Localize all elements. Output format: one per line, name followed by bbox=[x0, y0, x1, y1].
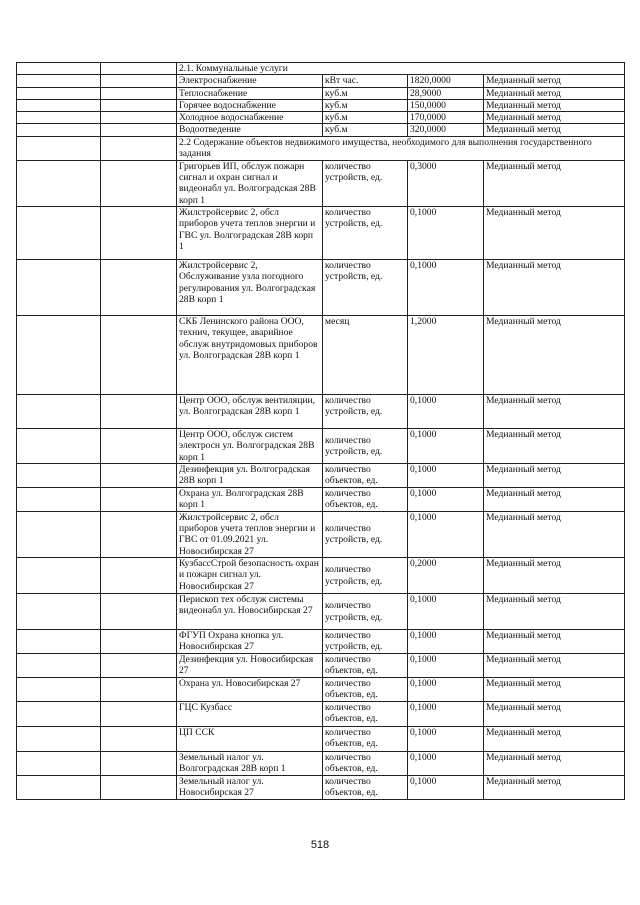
blank-cell bbox=[17, 727, 101, 752]
unit: количество устройств, ед. bbox=[323, 428, 408, 463]
utility-row bbox=[17, 75, 625, 87]
unit: месяц bbox=[323, 315, 408, 394]
method: Медианный метод bbox=[484, 511, 625, 557]
unit: количество устройств, ед. bbox=[323, 394, 408, 428]
method: Медианный метод bbox=[484, 206, 625, 259]
property-row bbox=[17, 463, 625, 487]
unit: количество объектов, ед. bbox=[323, 654, 408, 678]
value: 0,1000 bbox=[408, 702, 484, 727]
property-row bbox=[17, 594, 625, 630]
blank-cell bbox=[101, 87, 177, 99]
unit: куб.м bbox=[323, 112, 408, 124]
item-name: Электроснабжение bbox=[177, 75, 323, 87]
property-row bbox=[17, 752, 625, 776]
property-row bbox=[17, 206, 625, 259]
table-body bbox=[17, 63, 625, 800]
section-heading: 2.1. Коммунальные услуги bbox=[177, 63, 625, 75]
blank-cell bbox=[17, 315, 101, 394]
property-row bbox=[17, 394, 625, 428]
blank-cell bbox=[17, 99, 101, 111]
unit: кВт час. bbox=[323, 75, 408, 87]
section-heading: 2.2 Содержание объектов недвижимого имущества, необходимого для выполнения государственного задания bbox=[177, 136, 625, 160]
blank-cell bbox=[101, 654, 177, 678]
blank-cell bbox=[17, 136, 101, 160]
property-row bbox=[17, 487, 625, 511]
value: 0,1000 bbox=[408, 206, 484, 259]
item-name: Холодное водоснабжение bbox=[177, 112, 323, 124]
unit: количество объектов, ед. bbox=[323, 702, 408, 727]
page-number: 518 bbox=[310, 839, 330, 851]
value: 0,3000 bbox=[408, 160, 484, 206]
item-name: Земельный налог ул. Волгоградская 28В корп 1 bbox=[177, 752, 323, 776]
method: Медианный метод bbox=[484, 112, 625, 124]
section-row bbox=[17, 63, 625, 75]
value: 1,2000 bbox=[408, 315, 484, 394]
value: 0,1000 bbox=[408, 752, 484, 776]
blank-cell bbox=[17, 463, 101, 487]
value: 150,0000 bbox=[408, 99, 484, 111]
value: 0,1000 bbox=[408, 776, 484, 800]
item-name: Жилстройсервис 2, обсл приборов учета теплов энергии и ГВС от 01.09.2021 ул. Новосибирская 27 bbox=[177, 511, 323, 557]
property-row bbox=[17, 315, 625, 394]
value: 28,9000 bbox=[408, 87, 484, 99]
blank-cell bbox=[101, 727, 177, 752]
blank-cell bbox=[101, 702, 177, 727]
blank-cell bbox=[17, 702, 101, 727]
item-name: ЦП ССК bbox=[177, 727, 323, 752]
property-row bbox=[17, 727, 625, 752]
item-name: Горячее водоснабжение bbox=[177, 99, 323, 111]
blank-cell bbox=[17, 776, 101, 800]
utility-row bbox=[17, 124, 625, 136]
method: Медианный метод bbox=[484, 160, 625, 206]
blank-cell bbox=[101, 594, 177, 630]
item-name: Григорьев ИП, обслуж пожарн сигнал и охран сигнал и видеонабл ул. Волгоградская 28В корп 1 bbox=[177, 160, 323, 206]
unit: куб.м bbox=[323, 124, 408, 136]
blank-cell bbox=[101, 160, 177, 206]
blank-cell bbox=[101, 206, 177, 259]
method: Медианный метод bbox=[484, 487, 625, 511]
property-row bbox=[17, 259, 625, 315]
method: Медианный метод bbox=[484, 99, 625, 111]
blank-cell bbox=[101, 112, 177, 124]
item-name: Охрана ул. Новосибирская 27 bbox=[177, 678, 323, 702]
blank-cell bbox=[17, 206, 101, 259]
blank-cell bbox=[17, 63, 101, 75]
blank-cell bbox=[101, 678, 177, 702]
blank-cell bbox=[17, 394, 101, 428]
value: 0,1000 bbox=[408, 487, 484, 511]
value: 1820,0000 bbox=[408, 75, 484, 87]
unit: количество устройств, ед. bbox=[323, 511, 408, 557]
unit: количество объектов, ед. bbox=[323, 463, 408, 487]
blank-cell bbox=[101, 463, 177, 487]
unit: количество объектов, ед. bbox=[323, 727, 408, 752]
cost-table bbox=[16, 62, 625, 800]
method: Медианный метод bbox=[484, 463, 625, 487]
unit: количество устройств, ед. bbox=[323, 630, 408, 654]
method: Медианный метод bbox=[484, 630, 625, 654]
method: Медианный метод bbox=[484, 87, 625, 99]
property-row bbox=[17, 678, 625, 702]
blank-cell bbox=[17, 112, 101, 124]
unit: куб.м bbox=[323, 99, 408, 111]
item-name: ГЦС Кузбасс bbox=[177, 702, 323, 727]
blank-cell bbox=[17, 124, 101, 136]
utility-row bbox=[17, 87, 625, 99]
item-name: СКБ Ленинского района ООО, технич, текущее, аварийное обслуж внутридомовых приборов ул. Волгоградская 28В корп 1 bbox=[177, 315, 323, 394]
property-row bbox=[17, 630, 625, 654]
method: Медианный метод bbox=[484, 75, 625, 87]
blank-cell bbox=[17, 160, 101, 206]
blank-cell bbox=[17, 594, 101, 630]
value: 0,1000 bbox=[408, 678, 484, 702]
unit: количество объектов, ед. bbox=[323, 487, 408, 511]
blank-cell bbox=[101, 99, 177, 111]
blank-cell bbox=[17, 428, 101, 463]
value: 0,1000 bbox=[408, 630, 484, 654]
blank-cell bbox=[101, 259, 177, 315]
unit: количество объектов, ед. bbox=[323, 776, 408, 800]
method: Медианный метод bbox=[484, 727, 625, 752]
blank-cell bbox=[101, 752, 177, 776]
property-row bbox=[17, 776, 625, 800]
unit: количество устройств, ед. bbox=[323, 594, 408, 630]
blank-cell bbox=[17, 487, 101, 511]
item-name: Теплоснабжение bbox=[177, 87, 323, 99]
method: Медианный метод bbox=[484, 702, 625, 727]
method: Медианный метод bbox=[484, 558, 625, 594]
item-name: Водоотведение bbox=[177, 124, 323, 136]
property-row bbox=[17, 654, 625, 678]
blank-cell bbox=[101, 487, 177, 511]
blank-cell bbox=[101, 428, 177, 463]
method: Медианный метод bbox=[484, 124, 625, 136]
blank-cell bbox=[101, 63, 177, 75]
item-name: Центр ООО, обслуж систем электросн ул. Волгоградская 28В корп 1 bbox=[177, 428, 323, 463]
unit: количество устройств, ед. bbox=[323, 558, 408, 594]
blank-cell bbox=[101, 776, 177, 800]
method: Медианный метод bbox=[484, 594, 625, 630]
blank-cell bbox=[17, 511, 101, 557]
method: Медианный метод bbox=[484, 752, 625, 776]
method: Медианный метод bbox=[484, 428, 625, 463]
value: 0,1000 bbox=[408, 463, 484, 487]
blank-cell bbox=[17, 654, 101, 678]
value: 0,1000 bbox=[408, 727, 484, 752]
unit: куб.м bbox=[323, 87, 408, 99]
item-name: Жилстройсервис 2, обсл приборов учета теплов энергии и ГВС ул. Волгоградская 28В корп 1 bbox=[177, 206, 323, 259]
unit: количество объектов, ед. bbox=[323, 678, 408, 702]
utility-row bbox=[17, 99, 625, 111]
utility-row bbox=[17, 112, 625, 124]
section-row bbox=[17, 136, 625, 160]
property-row bbox=[17, 160, 625, 206]
blank-cell bbox=[17, 259, 101, 315]
property-row bbox=[17, 428, 625, 463]
blank-cell bbox=[17, 75, 101, 87]
item-name: Центр ООО, обслуж вентиляции, ул. Волгоградская 28В корп 1 bbox=[177, 394, 323, 428]
method: Медианный метод bbox=[484, 394, 625, 428]
item-name: Земельный налог ул. Новосибирская 27 bbox=[177, 776, 323, 800]
property-row bbox=[17, 558, 625, 594]
item-name: Дезинфекция ул. Волгоградская 28В корп 1 bbox=[177, 463, 323, 487]
value: 0,2000 bbox=[408, 558, 484, 594]
method: Медианный метод bbox=[484, 315, 625, 394]
value: 0,1000 bbox=[408, 259, 484, 315]
unit: количество устройств, ед. bbox=[323, 206, 408, 259]
method: Медианный метод bbox=[484, 654, 625, 678]
value: 170,0000 bbox=[408, 112, 484, 124]
blank-cell bbox=[101, 630, 177, 654]
blank-cell bbox=[17, 87, 101, 99]
blank-cell bbox=[17, 678, 101, 702]
item-name: Дезинфекция ул. Новосибирская 27 bbox=[177, 654, 323, 678]
unit: количество устройств, ед. bbox=[323, 259, 408, 315]
item-name: Охрана ул. Волгоградская 28В корп 1 bbox=[177, 487, 323, 511]
item-name: КузбассСтрой безопасность охран и пожарн сигнал ул. Новосибирская 27 bbox=[177, 558, 323, 594]
property-row bbox=[17, 702, 625, 727]
item-name: Жилстройсервис 2, Обслуживание узла погодного регулирования ул. Волгоградская 28В корп 1 bbox=[177, 259, 323, 315]
blank-cell bbox=[101, 75, 177, 87]
blank-cell bbox=[101, 124, 177, 136]
blank-cell bbox=[17, 752, 101, 776]
method: Медианный метод bbox=[484, 776, 625, 800]
value: 320,0000 bbox=[408, 124, 484, 136]
blank-cell bbox=[101, 511, 177, 557]
method: Медианный метод bbox=[484, 259, 625, 315]
unit: количество объектов, ед. bbox=[323, 752, 408, 776]
blank-cell bbox=[101, 394, 177, 428]
blank-cell bbox=[17, 630, 101, 654]
value: 0,1000 bbox=[408, 428, 484, 463]
value: 0,1000 bbox=[408, 594, 484, 630]
value: 0,1000 bbox=[408, 394, 484, 428]
blank-cell bbox=[101, 315, 177, 394]
item-name: ФГУП Охрана кнопка ул. Новосибирская 27 bbox=[177, 630, 323, 654]
property-row bbox=[17, 511, 625, 557]
unit: количество устройств, ед. bbox=[323, 160, 408, 206]
blank-cell bbox=[101, 558, 177, 594]
blank-cell bbox=[17, 558, 101, 594]
value: 0,1000 bbox=[408, 511, 484, 557]
method: Медианный метод bbox=[484, 678, 625, 702]
item-name: Перископ тех обслуж системы видеонабл ул. Новосибирская 27 bbox=[177, 594, 323, 630]
value: 0,1000 bbox=[408, 654, 484, 678]
blank-cell bbox=[101, 136, 177, 160]
